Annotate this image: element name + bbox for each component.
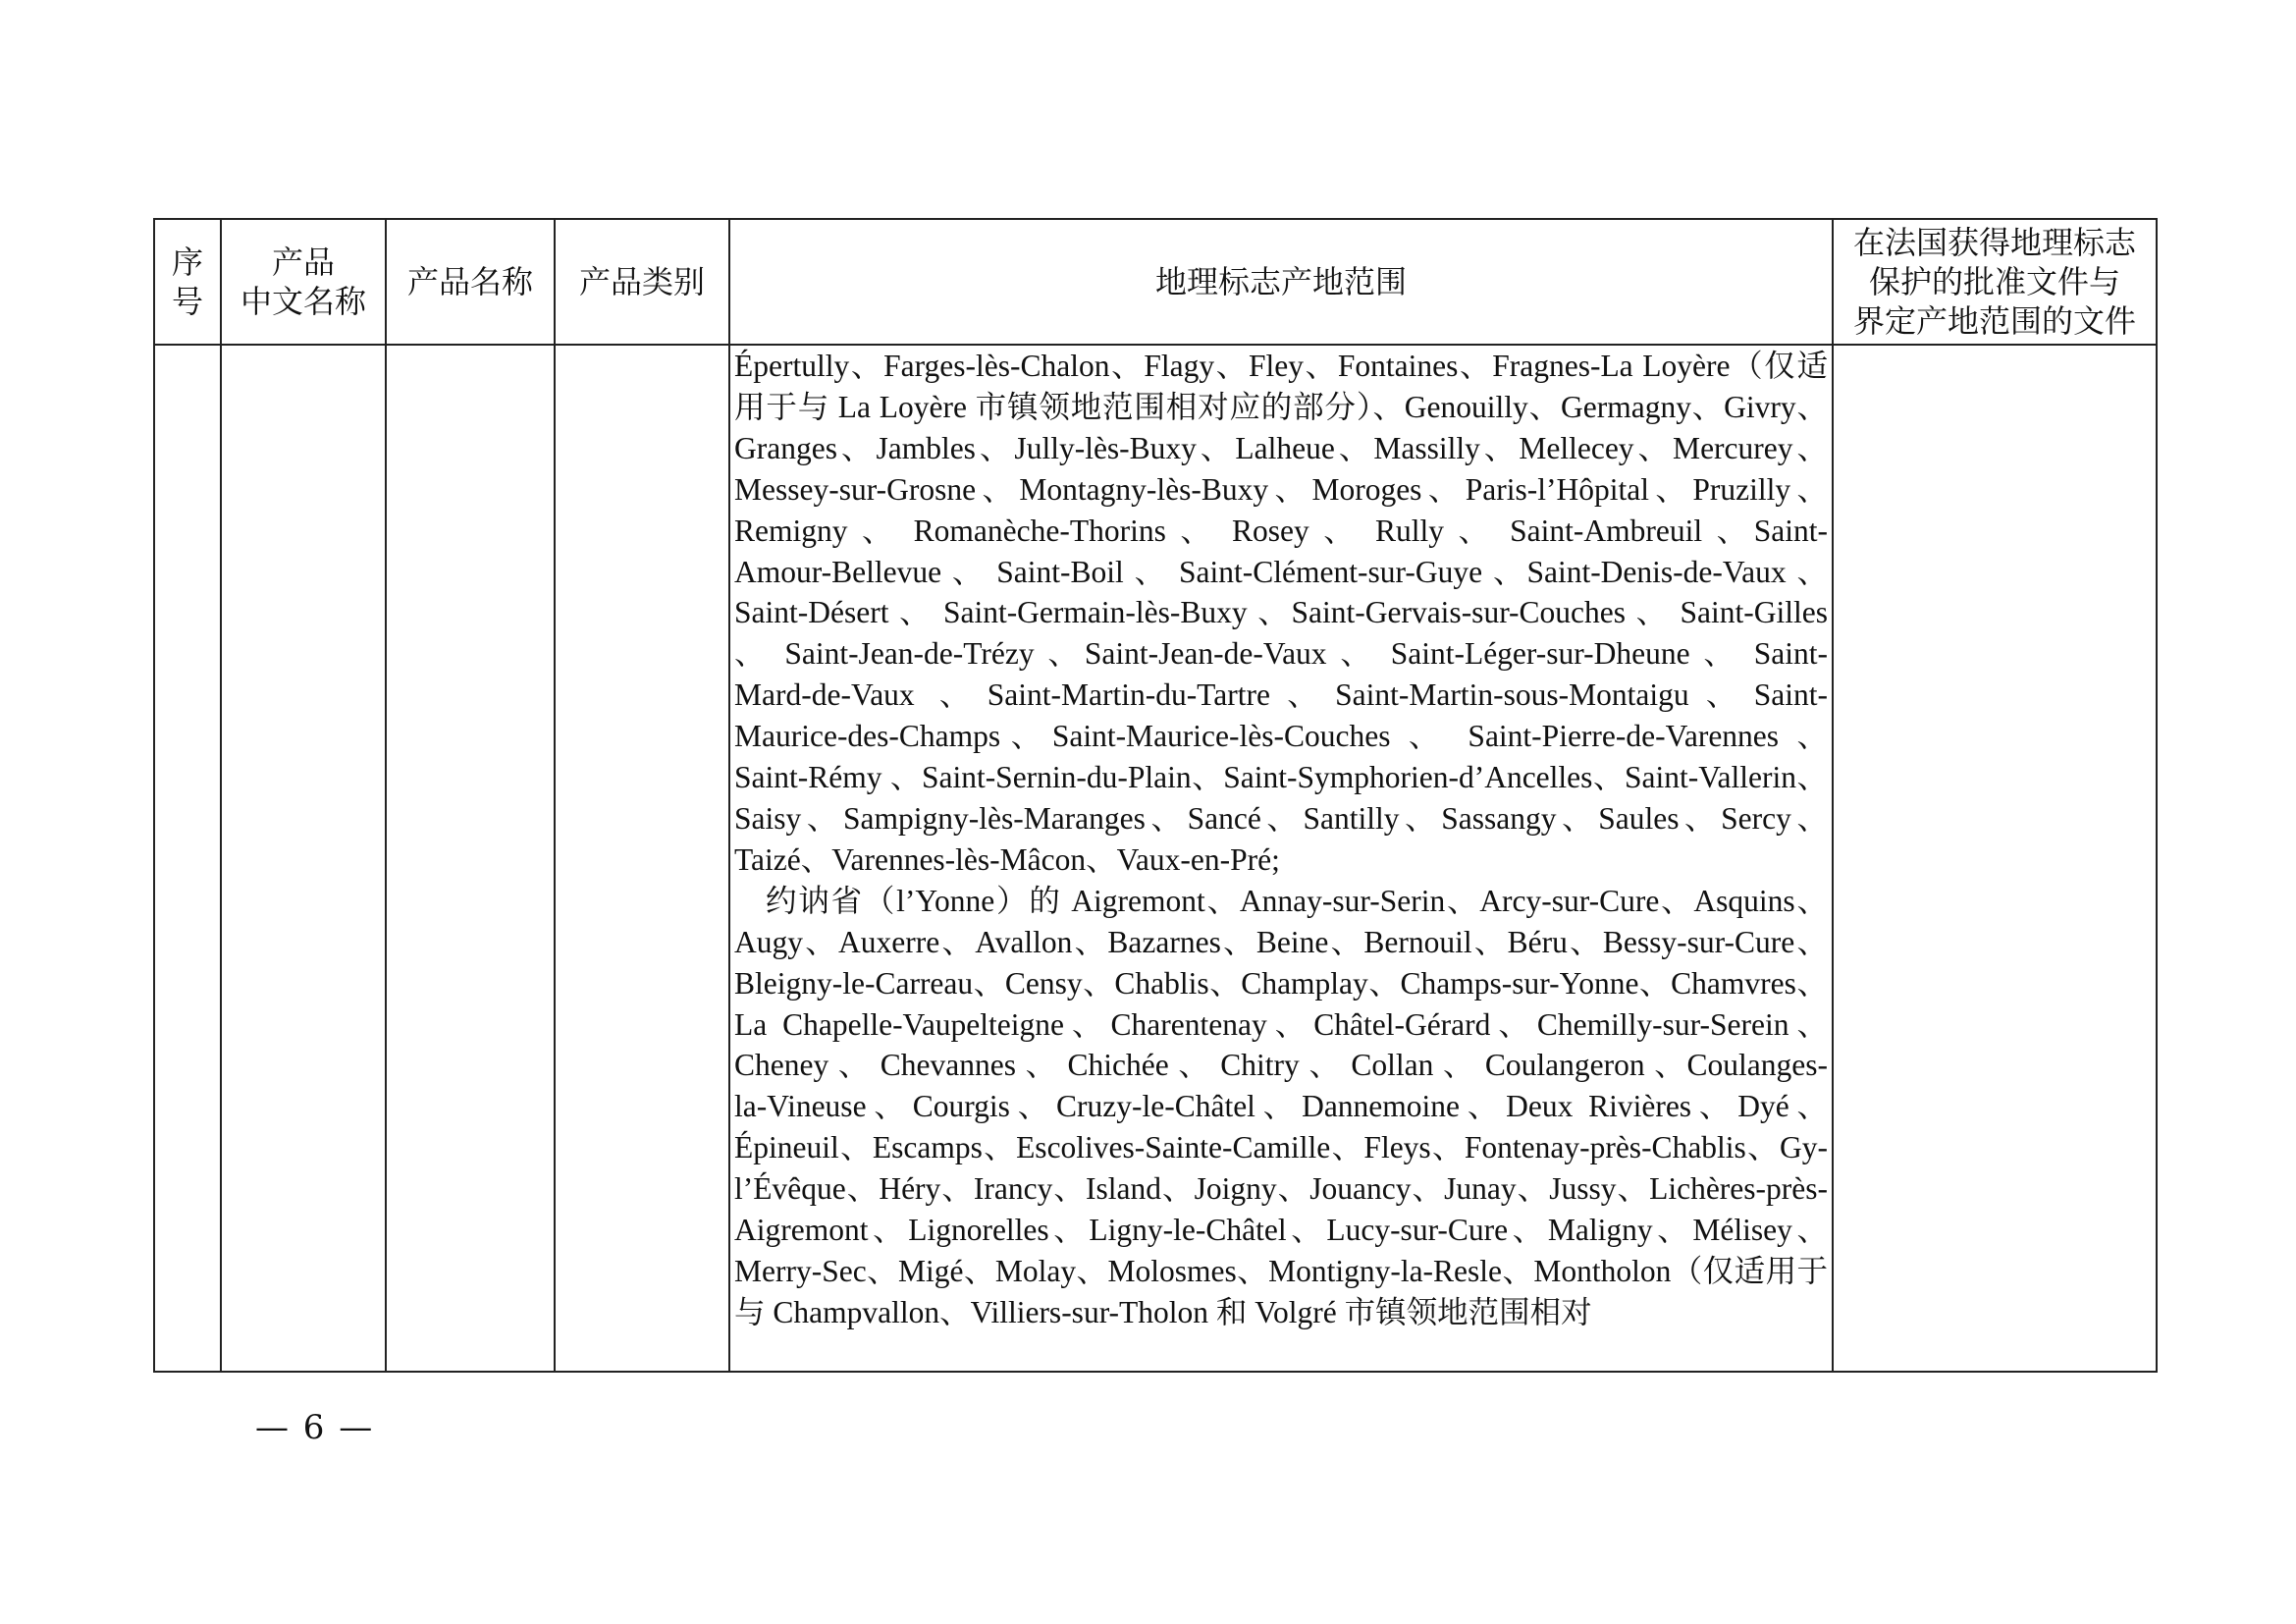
header-approval-documents: 在法国获得地理标志 保护的批准文件与 界定产地范围的文件 — [1833, 219, 2157, 345]
cell-production-area — [729, 345, 1833, 1372]
cell-product-name — [386, 345, 555, 1372]
cell-approval-documents — [1833, 345, 2157, 1372]
cell-product-category — [555, 345, 729, 1372]
header-seq: 序 号 — [154, 219, 221, 345]
table-header-row — [154, 219, 2157, 345]
header-production-area: 地理标志产地范围 — [729, 219, 1833, 345]
production-area-paragraph-yonne: 约讷省（l’Yonne）的 Aigremont、Annay-sur-Serin、Arcy-sur-Cure、Asquins、Augy、Auxerre、Avallon、Bazarnes、Beine、Bernouil、Béru、Bessy-sur-Cure、Bleigny-le-Carreau、Censy、Chablis、Champlay、Champs-sur-Yonne、Chamvres、La Chapelle-Vaupelteigne、Charentenay、Châtel-Gérard、Chemilly-sur-Serein、Cheney 、 Chevannes 、 Chichée 、 Chitry 、 Collan 、 Coulangeron 、Coulanges-la-Vineuse、Courgis、Cruzy-le-Châtel、Dannemoine、Deux Rivières、Dyé、Épineuil、Escamps、Escolives-Sainte-Camille、Fleys、Fontenay-près-Chablis、Gy-l’Évêque、Héry、Irancy、Island、Joigny、Jouancy、Junay、Jussy、Lichères-près-Aigremont、Lignorelles、Ligny-le-Châtel、Lucy-sur-Cure、Maligny、Mélisey、Merry-Sec、Migé、Molay、Molosmes、Montigny-la-Resle、Montholon（仅适用于与 Champvallon、Villiers-sur-Tholon 和 Volgré 市镇领地范围相对 — [734, 883, 1828, 1329]
geographical-indication-table — [153, 218, 2158, 1373]
page-number: — 6 — — [255, 1408, 375, 1447]
header-product-name: 产品名称 — [386, 219, 555, 345]
cell-chinese-name — [221, 345, 386, 1372]
production-area-text — [734, 346, 1832, 1333]
header-chinese-name: 产品 中文名称 — [221, 219, 386, 345]
header-product-category: 产品类别 — [555, 219, 729, 345]
table-row — [154, 345, 2157, 1372]
production-area-paragraph: Épertully、Farges-lès-Chalon、Flagy、Fley、Fontaines、Fragnes-La Loyère（仅适用于与 La Loyère 市镇领地范围相对应的部分）、Genouilly、Germagny、Givry、Granges、Jambles、Jully-lès-Buxy、Lalheue、Massilly、Mellecey、Mercurey、Messey-sur-Grosne、Montagny-lès-Buxy、Moroges、Paris-l’Hôpital、Pruzilly、Remigny 、 Romanèche-Thorins 、 Rosey 、 Rully 、 Saint-Ambreuil 、Saint-Amour-Bellevue 、 Saint-Boil 、 Saint-Clément-sur-Guye 、Saint-Denis-de-Vaux 、 Saint-Désert 、 Saint-Germain-lès-Buxy 、Saint-Gervais-sur-Couches 、 Saint-Gilles 、 Saint-Jean-de-Trézy 、Saint-Jean-de-Vaux 、 Saint-Léger-sur-Dheune 、 Saint-Mard-de-Vaux 、Saint-Martin-du-Tartre、Saint-Martin-sous-Montaigu、Saint-Maurice-des-Champs、Saint-Maurice-lès-Couches 、 Saint-Pierre-de-Varennes 、 Saint-Rémy 、Saint-Sernin-du-Plain、Saint-Symphorien-d’Ancelles、Saint-Vallerin、Saisy、Sampigny-lès-Maranges、Sancé、Santilly、Sassangy、Saules、Sercy、Taizé、Varennes-lès-Mâcon、Vaux-en-Pré; — [734, 349, 1828, 877]
cell-seq — [154, 345, 221, 1372]
